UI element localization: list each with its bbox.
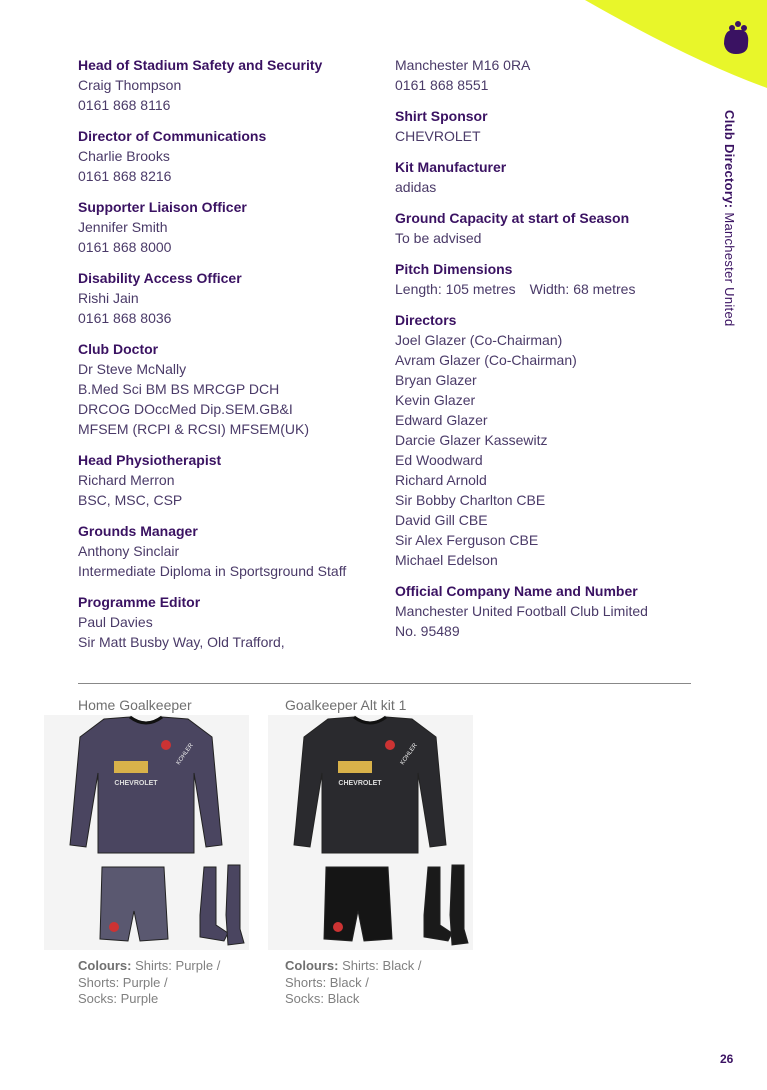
sleeve-sponsor-text: KOHLER [175,742,195,767]
sponsor-text: CHEVROLET [114,780,158,787]
entry-line: Darcie Glazer Kassewitz [395,432,548,448]
address-line: Manchester M16 0RA [395,57,531,73]
entry-line: Richard Arnold [395,472,487,488]
sponsor-logo [114,761,148,773]
colours-shorts: Shorts: Purple / [78,974,168,990]
address-continued [395,55,705,95]
entry-line: Anthony Sinclair [78,543,180,559]
colours-home-goalkeeper [78,958,220,1008]
directory-entry [78,55,388,115]
directory-entry [395,581,705,641]
entry-heading: Shirt Sponsor [395,108,488,124]
entry-heading: Grounds Manager [78,523,198,539]
directory-entry [78,197,388,257]
entry-line: Paul Davies [78,614,153,630]
entry-heading: Directors [395,312,457,328]
club-crest-icon [161,740,171,750]
sleeve-sponsor-text: KOHLER [399,742,419,767]
entry-line: Jennifer Smith [78,219,168,235]
entry-line: Rishi Jain [78,290,139,306]
entry-heading: Kit Manufacturer [395,159,507,175]
directory-entry [78,592,388,652]
entry-line: Sir Bobby Charlton CBE [395,492,546,508]
entry-line: Craig Thompson [78,77,182,93]
colours-shorts: Shorts: Black / [285,974,369,990]
left-column [78,55,388,663]
entry-line: 0161 868 8036 [78,310,172,326]
entry-heading: Club Doctor [78,341,159,357]
divider [78,683,691,684]
colours-label: Colours: [285,958,339,973]
colours-goalkeeper-alt [285,958,422,1008]
sponsor-logo [338,761,372,773]
directory-entry [78,268,388,328]
colours-socks: Socks: Purple [78,991,159,1006]
sponsor-text: CHEVROLET [338,780,382,787]
colours-label: Colours: [78,958,132,973]
entry-line: adidas [395,179,437,195]
entry-line: Sir Alex Ferguson CBE [395,532,539,548]
entry-line: CHEVROLET [395,128,481,144]
club-crest-icon [385,740,395,750]
entry-heading: Ground Capacity at start of Season [395,210,630,226]
entry-line: Ed Woodward [395,452,483,468]
entry-line: David Gill CBE [395,512,488,528]
pitch-length: Length: 105 metres [395,281,516,297]
entry-line: Michael Edelson [395,552,498,568]
kit-image-goalkeeper-alt [268,715,473,950]
pitch-dimensions [395,259,705,299]
entry-line: 0161 868 8216 [78,168,172,184]
kit-image-home-goalkeeper [44,715,249,950]
entry-line: MFSEM (RCPI & RCSI) MFSEM(UK) [78,421,309,437]
directory-entry [395,310,705,570]
directory-entry [78,450,388,510]
shorts-crest-icon [333,922,343,932]
entry-line: Edward Glazer [395,412,488,428]
pitch-values [395,279,705,299]
entry-line: B.Med Sci BM BS MRCGP DCH [78,381,280,397]
directory-entry [395,106,705,146]
entry-heading: Supporter Liaison Officer [78,199,247,215]
kit-label-home-goalkeeper: Home Goalkeeper [78,697,192,713]
entry-line: DRCOG DOccMed Dip.SEM.GB&I [78,401,293,417]
right-column [395,55,705,652]
side-title [722,110,737,327]
entry-line: No. 95489 [395,623,460,639]
entry-line: 0161 868 8000 [78,239,172,255]
directory-entry [78,339,388,439]
entry-heading: Programme Editor [78,594,201,610]
entry-line: To be advised [395,230,482,246]
colours-socks: Socks: Black [285,991,360,1006]
side-title-bold: Club Directory: [722,110,737,209]
entry-heading: Disability Access Officer [78,270,242,286]
entry-line: Manchester United Football Club Limited [395,603,648,619]
entry-line: Richard Merron [78,472,175,488]
colours-shirts: Shirts: Purple / [131,958,221,973]
entry-line: Intermediate Diploma in Sportsground Staff [78,563,347,579]
entry-line: BSC, MSC, CSP [78,492,183,508]
directory-entry [78,521,388,581]
entry-line: Kevin Glazer [395,392,476,408]
entry-heading: Head Physiotherapist [78,452,222,468]
pitch-width: Width: 68 metres [529,281,636,297]
page-number: 26 [720,1052,734,1066]
directory-entry [395,157,705,197]
colours-shirts: Shirts: Black / [338,958,422,973]
side-title-club: Manchester United [722,208,737,327]
directory-entry [78,126,388,186]
shorts-crest-icon [109,922,119,932]
directory-entry [395,208,705,248]
entry-heading: Official Company Name and Number [395,583,638,599]
entry-line: Charlie Brooks [78,148,170,164]
entry-line: Sir Matt Busby Way, Old Trafford, [78,634,285,650]
entry-line: Bryan Glazer [395,372,477,388]
entry-line: 0161 868 8116 [78,97,171,113]
entry-line: Joel Glazer (Co-Chairman) [395,332,563,348]
entry-line: Dr Steve McNally [78,361,187,377]
pitch-heading: Pitch Dimensions [395,261,513,277]
entry-heading: Director of Communications [78,128,267,144]
phone-line: 0161 868 8551 [395,77,489,93]
kit-label-goalkeeper-alt: Goalkeeper Alt kit 1 [285,697,407,713]
entry-heading: Head of Stadium Safety and Security [78,57,323,73]
entry-line: Avram Glazer (Co-Chairman) [395,352,577,368]
